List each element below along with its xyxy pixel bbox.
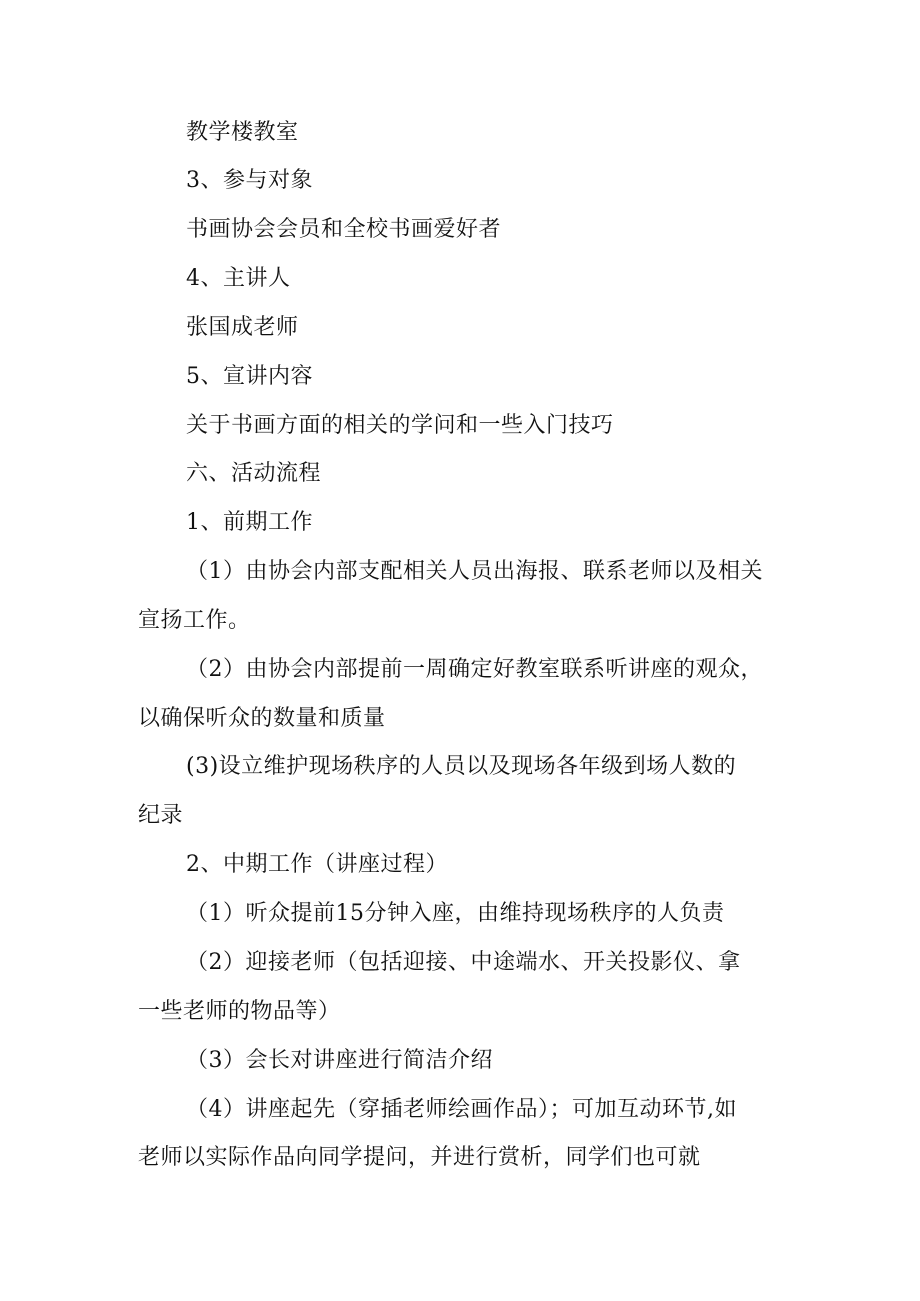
text-line-9: 1、前期工作	[186, 510, 313, 535]
text-line-6: 5、宣讲内容	[186, 364, 313, 389]
text-line-13: 以确保听众的数量和质量	[138, 706, 386, 731]
text-line-5: 张国成老师	[186, 315, 299, 340]
text-line-2: 3、参与对象	[186, 168, 313, 193]
text-line-21: （4）讲座起先（穿插老师绘画作品）；可加互动环节,如	[186, 1097, 737, 1122]
text-line-22: 老师以实际作品向同学提问，并进行赏析，同学们也可就	[138, 1145, 701, 1170]
text-line-16: 2、中期工作（讲座过程）	[186, 852, 448, 877]
text-line-15: 纪录	[138, 803, 184, 828]
text-line-19: 一些老师的物品等）	[138, 999, 341, 1024]
text-line-7: 关于书画方面的相关的学问和一些入门技巧	[186, 413, 614, 438]
text-line-12: （2）由协会内部提前一周确定好教室联系听讲座的观众，	[186, 657, 763, 682]
text-line-10: （1）由协会内部支配相关人员出海报、联系老师以及相关	[186, 559, 763, 584]
text-line-20: （3）会长对讲座进行简洁介绍	[186, 1048, 493, 1073]
text-line-14: (3)设立维护现场秩序的人员以及现场各年级到场人数的	[186, 754, 737, 779]
text-line-18: （2）迎接老师（包括迎接、中途端水、开关投影仪、拿	[186, 950, 741, 975]
text-line-17: （1）听众提前15分钟入座，由维持现场秩序的人负责	[186, 901, 725, 926]
text-line-4: 4、主讲人	[186, 266, 291, 291]
text-line-3: 书画协会会员和全校书画爱好者	[186, 217, 502, 242]
text-line-1: 教学楼教室	[186, 120, 299, 145]
text-line-8: 六、活动流程	[186, 461, 322, 486]
text-line-11: 宣扬工作。	[138, 608, 251, 633]
